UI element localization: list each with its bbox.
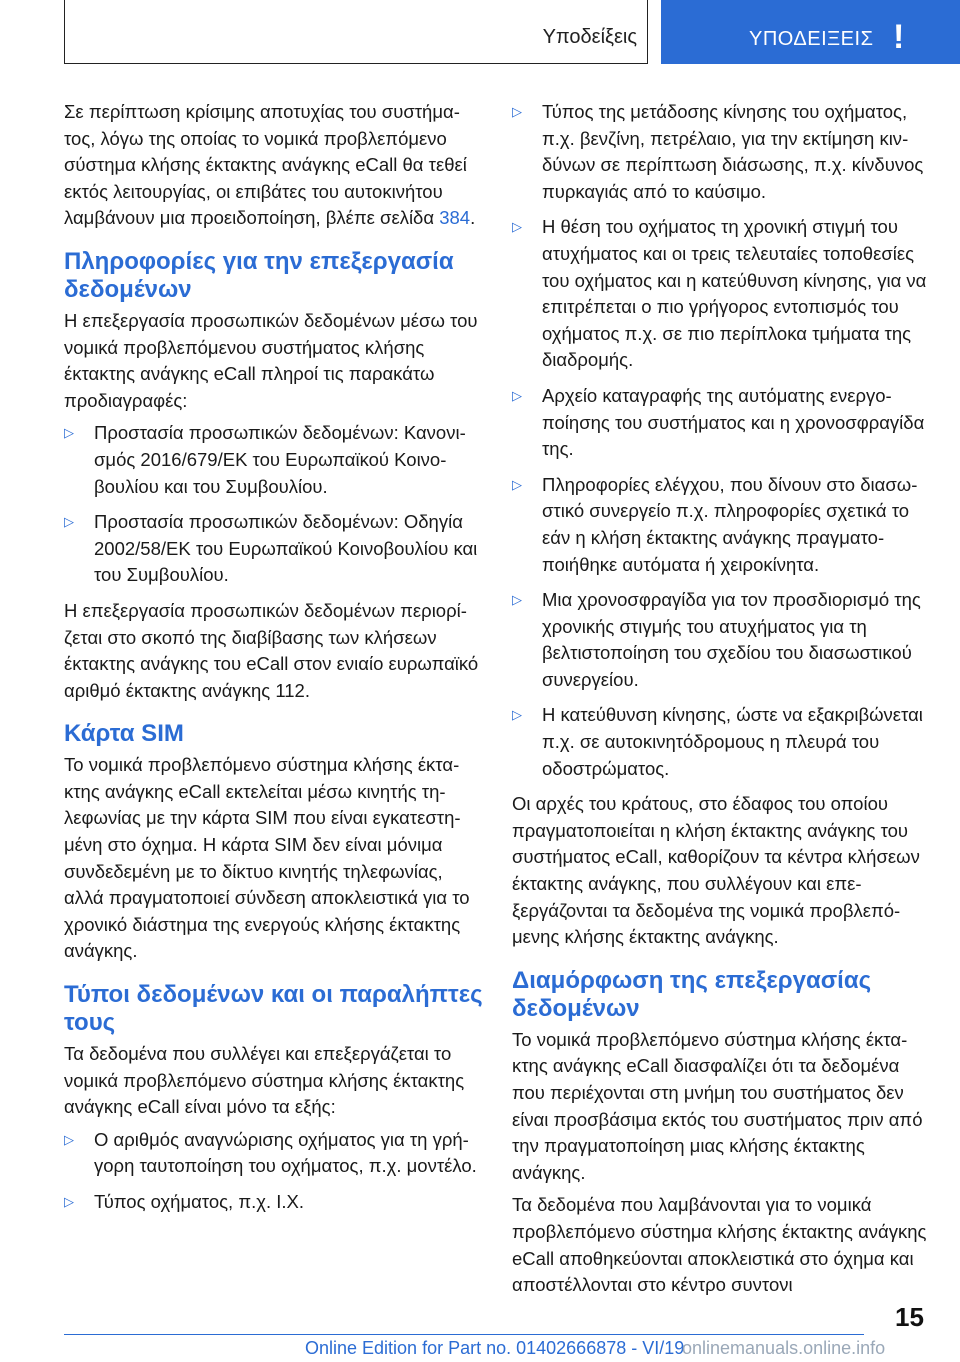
list-item-text: Τύπος οχήματος, π.χ. Ι.Χ. (94, 1191, 304, 1212)
paragraph-processing-specs: Η επεξεργασία προσωπικών δεδομένων μέσω του νομικά προβλεπόμενου συστήματος κλήσης έκτακτης ανάγκης eCall πληροί τις παρακάτω προδιαγραφές: (64, 309, 478, 411)
header-section-box (64, 0, 648, 64)
footer-divider (64, 1334, 864, 1335)
bullet-triangle-icon: ▷ (512, 592, 522, 608)
list-item-text: Η κατεύθυνση κίνησης, ώστε να εξακριβώνεται π.χ. σε αυτοκινητόδρομους η πλευρά του οδοστρώματος. (542, 704, 923, 779)
paragraph-sim-card: Το νομικά προβλεπόμενο σύστημα κλήσης έκτακτης ανάγκης eCall εκτελείται μέσω κινητής τηλεφωνίας με την κάρτα SIM που είναι εγκατεστημένη στο όχημα. Η κάρτα SIM δεν είναι μόνιμα συνδεδεμένη με το δίκτυο κινητής τηλεφωνίας, αλλά πραγματοποιεί σύνδεση αποκλειστικά για το χρονικό διάστημα της ενεργούς κλήσης έκτακτης ανάγκης. (64, 754, 470, 962)
heading-data-processing: Πληροφορίες για την επεξεργασία δεδομένων (64, 247, 454, 303)
list-item-text: Προστασία προσωπικών δεδομένων: Κανονισμός 2016/679/ΕΚ του Ευρωπαϊκού Κοινοβουλίου και του Συμβουλίου. (94, 422, 466, 497)
paragraph-text: Σε περίπτωση κρίσιμης αποτυχίας του συστήματος, λόγω της οποίας το νομικά προβλεπόμενο σύστημα κλήσης έκτακτης ανάγκης eCall θα τεθεί εκτός λειτουργίας, οι επιβάτες του αυτοκινήτου λαμβάνουν μια προειδοποίηση, βλέπε σελίδα (64, 101, 467, 229)
list-item (512, 472, 932, 578)
page-reference-link[interactable]: 384 (439, 207, 471, 229)
footer-edition-text: Online Edition for Part no. 01402666878 - VI/19 (305, 1338, 685, 1358)
list-item-text: Αρχείο καταγραφής της αυτόματης ενεργοποίησης του συστήματος και η χρονοσφραγίδα της. (542, 384, 925, 460)
section-title: Υποδείξεις (542, 26, 637, 48)
list-data-types (64, 1127, 484, 1216)
bullet-triangle-icon: ▷ (512, 104, 522, 119)
heading-data-configuration: Διαμόρφωση της επεξεργασίας δεδομένων (512, 966, 872, 1022)
list-item (64, 509, 484, 589)
paragraph-authorities: Οι αρχές του κράτους, στο έδαφος του οποίου πραγματοποιείται η κλήση έκτακτης ανάγκης του συστήματος eCall, καθορίζουν τα κέντρα κλήσεων έκτακτης ανάγκης, που συλλέγουν και επεξεργάζονται τα δεδομένα της νομικά προβλεπόμενης κλήσης έκτακτης ανάγκης. (512, 793, 920, 948)
page-number: 15 (895, 1302, 924, 1332)
list-item (64, 1127, 484, 1180)
list-item (512, 214, 932, 374)
list-item-text: Ο αριθμός αναγνώρισης οχήματος για τη γρήγορη ταυτοποίηση του οχήματος, π.χ. μοντέλο. (94, 1128, 477, 1177)
list-item-text: Η θέση του οχήματος τη χρονική στιγμή του ατυχήματος και οι τρεις τελευταίες τοποθεσίες του οχήματος και η κατεύθυνση κίνησης, για να επιτρέπεται ο πιο γρήγορος εντοπισμός του οχήματος π.χ. σε πιο περίπλοκα τμήματα της διαδρομής. (542, 216, 927, 371)
watermark-text: onlinemanuals.online.info (682, 1338, 886, 1358)
list-item (64, 1189, 484, 1216)
bullet-triangle-icon: ▷ (512, 476, 522, 492)
list-item-text: Πληροφορίες ελέγχου, που δίνουν στο διασωστικό συνεργείο π.χ. πληροφορίες σχετικά το εάν η κλήση έκτακτης ανάγκης πραγματοποιήθηκε αυτόματα ή χειροκίνητα. (542, 473, 918, 575)
heading-sim-card: Κάρτα SIM (64, 720, 184, 748)
bullet-triangle-icon: ▷ (64, 1131, 74, 1147)
paragraph-processing-purpose: Η επεξεργασία προσωπικών δεδομένων περιορίζεται στο σκοπό της διαβίβασης των κλήσεων έκτακτης ανάγκης του eCall στον ενιαίο ευρωπαϊκό αριθμό έκτακτης ανάγκης 112. (64, 599, 479, 701)
paragraph-failure-warning (64, 99, 484, 232)
bullet-triangle-icon: ▷ (512, 387, 522, 403)
chapter-title: ΥΠΟΔΕΙΞΕΙΣ (749, 28, 874, 50)
left-column (64, 99, 484, 1225)
bullet-triangle-icon: ▷ (64, 514, 74, 530)
bullet-triangle-icon: ▷ (512, 219, 522, 235)
paragraph-data-storage: Τα δεδομένα που λαμβάνονται για το νομικά προβλεπόμενο σύστημα κλήσης έκτακτης ανάγκης eCall αποθηκεύονται αποκλειστικά στο όχημα και αποστέλλονται στο κέντρο συντονι (512, 1194, 927, 1296)
bullet-triangle-icon: ▷ (64, 1194, 74, 1209)
paragraph-data-access: Το νομικά προβλεπόμενο σύστημα κλήσης έκτακτης ανάγκης eCall διασφαλίζει ότι τα δεδομένα που περιέχονται στη μνήμη του συστήματος δεν είναι προσβάσιμα εκτός του συστήματος πριν από την πραγματοποίηση μιας κλήσης έκτακτης ανάγκης. (512, 1028, 923, 1183)
bullet-triangle-icon: ▷ (64, 425, 74, 441)
header-chapter-tab (661, 0, 960, 64)
list-item-text: Μια χρονοσφραγίδα για τον προσδιορισμό της χρονικής στιγμής του ατυχήματος για τη βελτιστοποίηση του σχεδίου του διασωστικού συνεργείου. (542, 589, 921, 690)
list-item (512, 587, 932, 693)
heading-data-types: Τύποι δεδομένων και οι παραλήπτες τους (64, 981, 483, 1037)
list-item-text: Προστασία προσωπικών δεδομένων: Οδηγία 2002/58/ΕΚ του Ευρωπαϊκού Κοινοβουλίου και του Συμβουλίου. (94, 511, 478, 586)
list-item-text: Τύπος της μετάδοσης κίνησης του οχήματος, π.χ. βενζίνη, πετρέλαιο, για την εκτίμηση κινδύνων σε περίπτωση διάσωσης, π.χ. κίνδυνος πυρκαγιάς από το καύσιμο. (542, 101, 924, 202)
list-item (512, 99, 932, 205)
paragraph-data-types: Τα δεδομένα που συλλέγει και επεξεργάζεται το νομικά προβλεπόμενο σύστημα κλήσης έκτακτης ανάγκης eCall είναι μόνο τα εξής: (64, 1043, 465, 1118)
list-item (512, 702, 932, 782)
list-item (512, 383, 932, 463)
warning-icon: ! (893, 18, 905, 56)
paragraph-end: . (470, 207, 476, 229)
list-regulations (64, 420, 484, 589)
right-column (512, 99, 932, 1305)
bullet-triangle-icon: ▷ (512, 707, 522, 723)
list-item (64, 420, 484, 500)
list-data-types-continued (512, 99, 932, 782)
